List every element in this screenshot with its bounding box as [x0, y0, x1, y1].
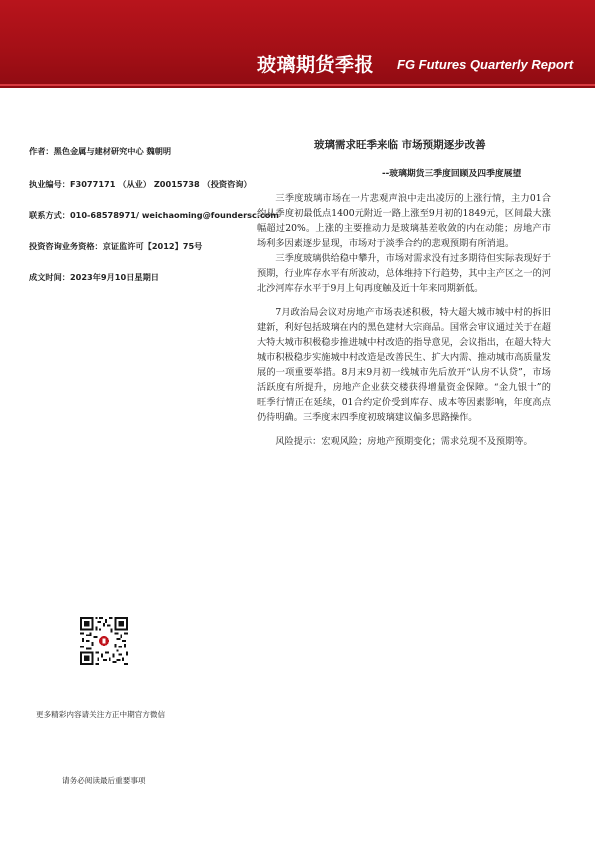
qualification-line: 投资咨询业务资格：京证监许可【2012】75号 [29, 241, 203, 251]
report-body [257, 191, 551, 449]
report-subtitle: --玻璃期货三季度回顾及四季度展望 [382, 169, 522, 179]
author-line: 作者：黑色金属与建材研究中心 魏朝明 [29, 146, 172, 156]
wechat-qr-code[interactable] [80, 617, 128, 665]
qr-caption: 更多精彩内容请关注方正中期官方微信 [36, 710, 166, 719]
header-title-en: FG Futures Quarterly Report [397, 57, 574, 72]
qr-code-icon [80, 617, 128, 665]
header-divider [0, 84, 595, 86]
contact-line: 联系方式：010-68578971/ weichaoming@foundersc.com [29, 210, 279, 220]
report-title: 玻璃需求旺季来临 市场预期逐步改善 [314, 139, 486, 151]
header-title-cn: 玻璃期货季报 [257, 54, 375, 76]
license-line: 执业编号：F3077171 （从业） Z0015738 （投资咨询） [29, 179, 252, 189]
footer-note: 请务必阅读最后重要事项 [62, 776, 146, 785]
date-line: 成文时间：2023年9月10日星期日 [29, 272, 159, 282]
paragraph-risk: 风险提示：宏观风险；房地产预期变化；需求兑现不及预期等。 [275, 436, 533, 447]
paragraph-2: 三季度玻璃供给稳中攀升，市场对需求没有过多期待但实际表现好于预期，行业库存水平有所波动，总体维持下行趋势，其中主产区之一的河北沙河库存水平于9月上旬再度触及近十年来同期新低。 [257, 253, 552, 294]
paragraph-1: 三季度玻璃市场在一片悲观声浪中走出凌厉的上涨行情，主力01合约从季度初最低点1400元附近一路上涨至9月初的1849元，区间最大涨幅超过20%。上涨的主要推动力是玻璃基差收敛的内在动能；房地产市场利多因素逐步显现，市场对于淡季合约的悲观预期有所消退。 [257, 193, 551, 249]
paragraph-3: 7月政治局会议对房地产市场表述积极，特大超大城市城中村的拆旧建新，利好包括玻璃在内的黑色建材大宗商品。国常会审议通过关于在超大特大城市积极稳步推进城中村改造的指导意见，会议指出，在超大特大城市积极稳步实施城中村改造是改善民生、扩大内需、推动城市高质量发展的一项重要举措。8月末9月初一线城市先后放开“认房不认贷”，市场活跃度有所提升，房地产企业获交楼获得增量资金保障。“金九银十”的旺季行情正在延续，01合约定价受到库存、成本等因素影响，年度高点仍待明确。三季度末四季度初玻璃建议偏多思路操作。 [257, 307, 551, 423]
